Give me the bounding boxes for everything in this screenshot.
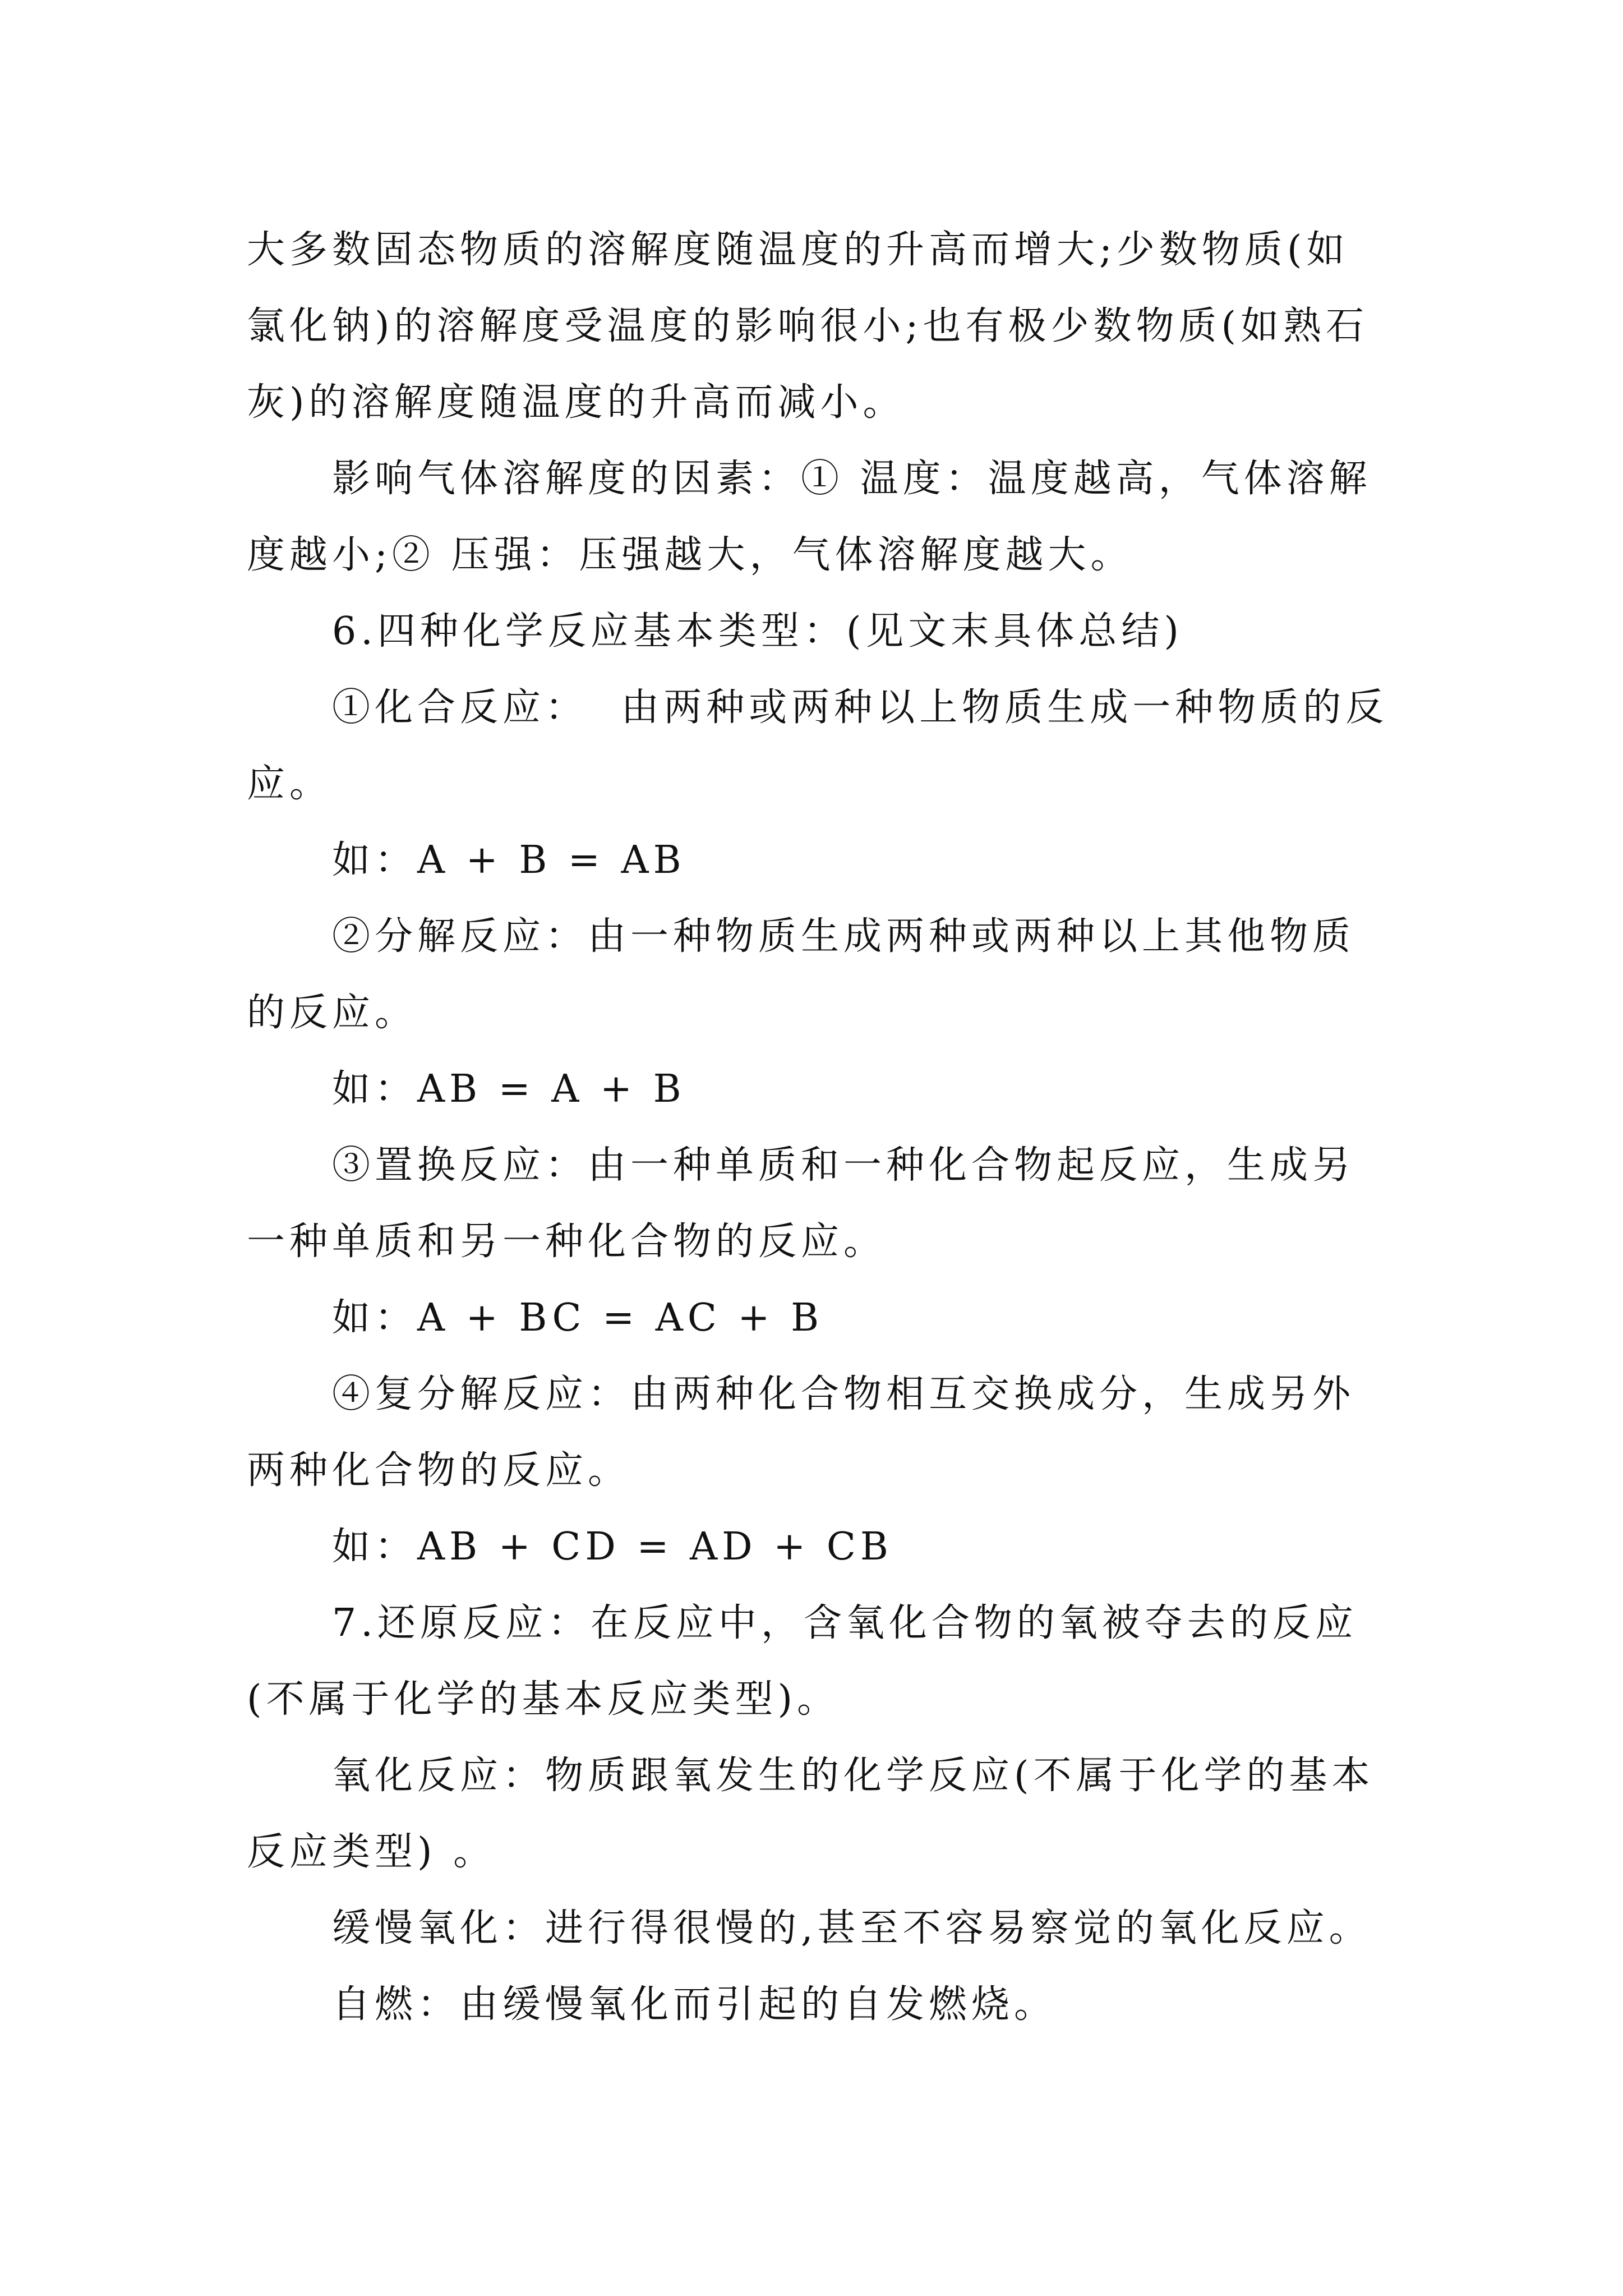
paragraph-decomposition-example: 如：AB = A + B [332,1067,686,1111]
paragraph-displacement-example: 如：A + BC = AC + B [332,1296,824,1340]
paragraph-displacement-reaction: ③置换反应：由一种单质和一种化合物起反应，生成另一种单质和另一种化合物的反应。 [247,1143,1355,1264]
paragraph-solid-solubility: 大多数固态物质的溶解度随温度的升高而增大;少数物质(如氯化钠)的溶解度受温度的影响很小;也有极少数物质(如熟石灰)的溶解度随温度的升高而减小。 [247,228,1368,425]
paragraph-oxidation-reaction: 氧化反应：物质跟氧发生的化学反应(不属于化学的基本反应类型) 。 [247,1754,1375,1874]
paragraph-reaction-types-heading: 6.四种化学反应基本类型：(见文末具体总结) [332,609,1183,654]
paragraph-slow-oxidation: 缓慢氧化：进行得很慢的,甚至不容易察觉的氧化反应。 [332,1906,1372,1950]
document-body [247,212,1391,2043]
paragraph-combination-example: 如：A + B = AB [332,838,686,882]
paragraph-gas-solubility-factors: 影响气体溶解度的因素：① 温度：温度越高，气体溶解度越小;② 压强：压强越大，气体溶解度越大。 [247,457,1372,577]
paragraph-reduction-reaction: 7.还原反应：在反应中，含氧化合物的氧被夺去的反应(不属于化学的基本反应类型)。 [247,1601,1358,1722]
paragraph-combination-reaction: ①化合反应： 由两种或两种以上物质生成一种物质的反应。 [247,685,1389,806]
paragraph-double-decomposition-reaction: ④复分解反应：由两种化合物相互交换成分，生成另外两种化合物的反应。 [247,1372,1355,1493]
paragraph-spontaneous-combustion: 自燃：由缓慢氧化而引起的自发燃烧。 [332,1982,1057,2027]
paragraph-decomposition-reaction: ②分解反应：由一种物质生成两种或两种以上其他物质的反应。 [247,914,1355,1035]
paragraph-double-decomposition-example: 如：AB + CD = AD + CB [332,1525,893,1569]
